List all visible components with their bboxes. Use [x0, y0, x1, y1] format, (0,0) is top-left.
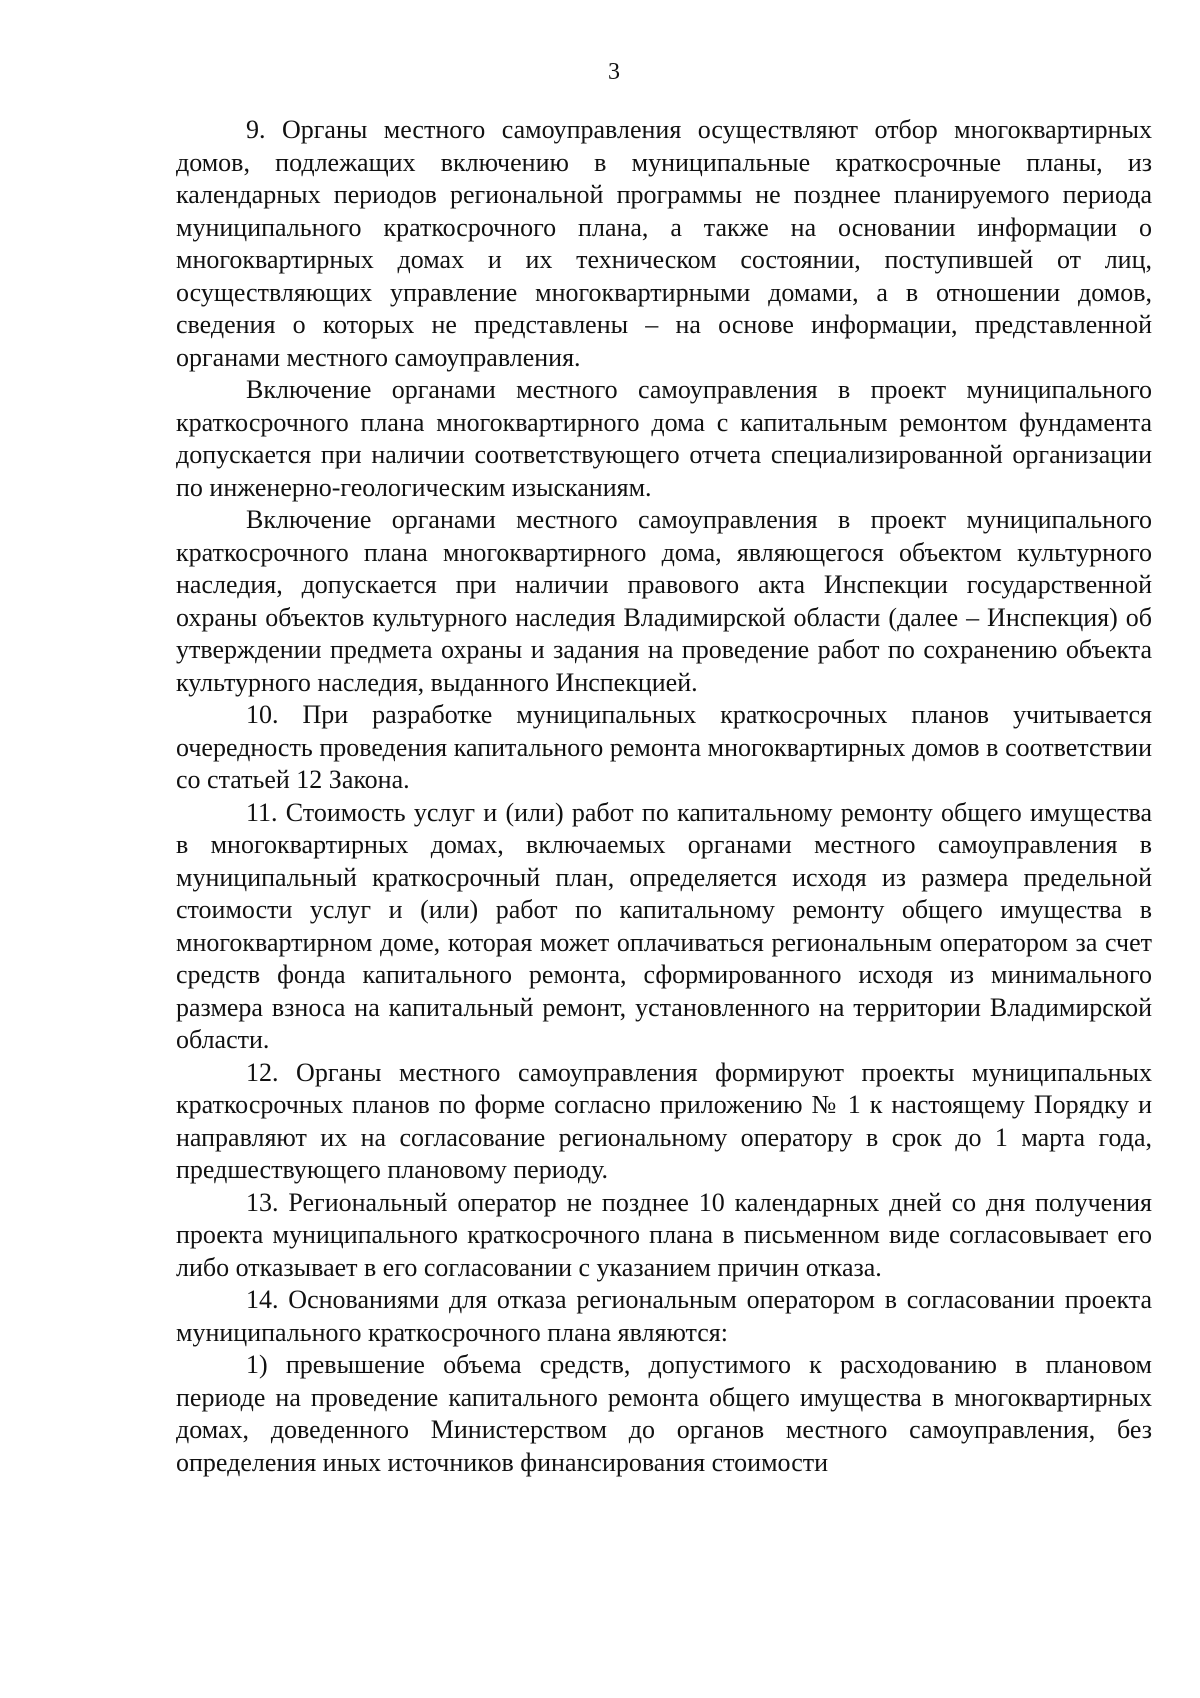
- paragraph-foundation-repair: Включение органами местного самоуправления в проект муниципального краткосрочного плана многоквартирного дома с капитальным ремонтом фундамента допускается при наличии соответствующего отчета специализированной организации по инженерно-геологическим изысканиям.: [176, 375, 1152, 502]
- paragraph-item-12: 12. Органы местного самоуправления формируют проекты муниципальных краткосрочных планов по форме согласно приложению № 1 к настоящему Порядку и направляют их на согласование региональному оператору в срок до 1 марта года, предшествующего плановому периоду.: [176, 1057, 1152, 1184]
- paragraph-item-11: 11. Стоимость услуг и (или) работ по капитальному ремонту общего имущества в многоквартирных домах, включаемых органами местного самоуправления в муниципальный краткосрочный план, определяется исходя из размера предельной стоимости услуг и (или) работ по капитальному ремонту общего имущества в многоквартирном доме, которая может оплачиваться региональным оператором за счет средств фонда капитального ремонта, сформированного исходя из минимального размера взноса на капитальный ремонт, установленного на территории Владимирской области.: [176, 797, 1152, 1054]
- paragraph-cultural-heritage: Включение органами местного самоуправления в проект муниципального краткосрочного плана многоквартирного дома, являющегося объектом культурного наследия, допускается при наличии правового акта Инспекции государственной охраны объектов культурного наследия Владимирской области (далее – Инспекция) об утверждении предмета охраны и задания на проведение работ по сохранению объекта культурного наследия, выданного Инспекцией.: [176, 505, 1152, 697]
- paragraph-item-14: 14. Основаниями для отказа региональным оператором в согласовании проекта муниципального краткосрочного плана являются:: [176, 1285, 1152, 1347]
- paragraph-item-10: 10. При разработке муниципальных краткосрочных планов учитывается очередность проведения капитального ремонта многоквартирных домов в соответствии со статьей 12 Закона.: [176, 700, 1152, 794]
- paragraph-item-9: 9. Органы местного самоуправления осуществляют отбор многоквартирных домов, подлежащих включению в муниципальные краткосрочные планы, из календарных периодов региональной программы не позднее планируемого периода муниципального краткосрочного плана, а также на основании информации о многоквартирных домах и их техническом состоянии, поступившей от лиц, осуществляющих управление многоквартирными домами, а в отношении домов, сведения о которых не представлены – на основе информации, представленной органами местного самоуправления.: [176, 115, 1152, 372]
- page-number: 3: [608, 59, 620, 85]
- paragraph-subitem-1: 1) превышение объема средств, допустимого к расходованию в плановом периоде на проведение капитального ремонта общего имущества в многоквартирных домах, доведенного Министерством до органов местного самоуправления, без определения иных источников финансирования стоимости: [176, 1350, 1152, 1477]
- document-body: [176, 114, 1152, 1479]
- paragraph-item-13: 13. Региональный оператор не позднее 10 календарных дней со дня получения проекта муниципального краткосрочного плана в письменном виде согласовывает его либо отказывает в его согласовании с указанием причин отказа.: [176, 1187, 1152, 1282]
